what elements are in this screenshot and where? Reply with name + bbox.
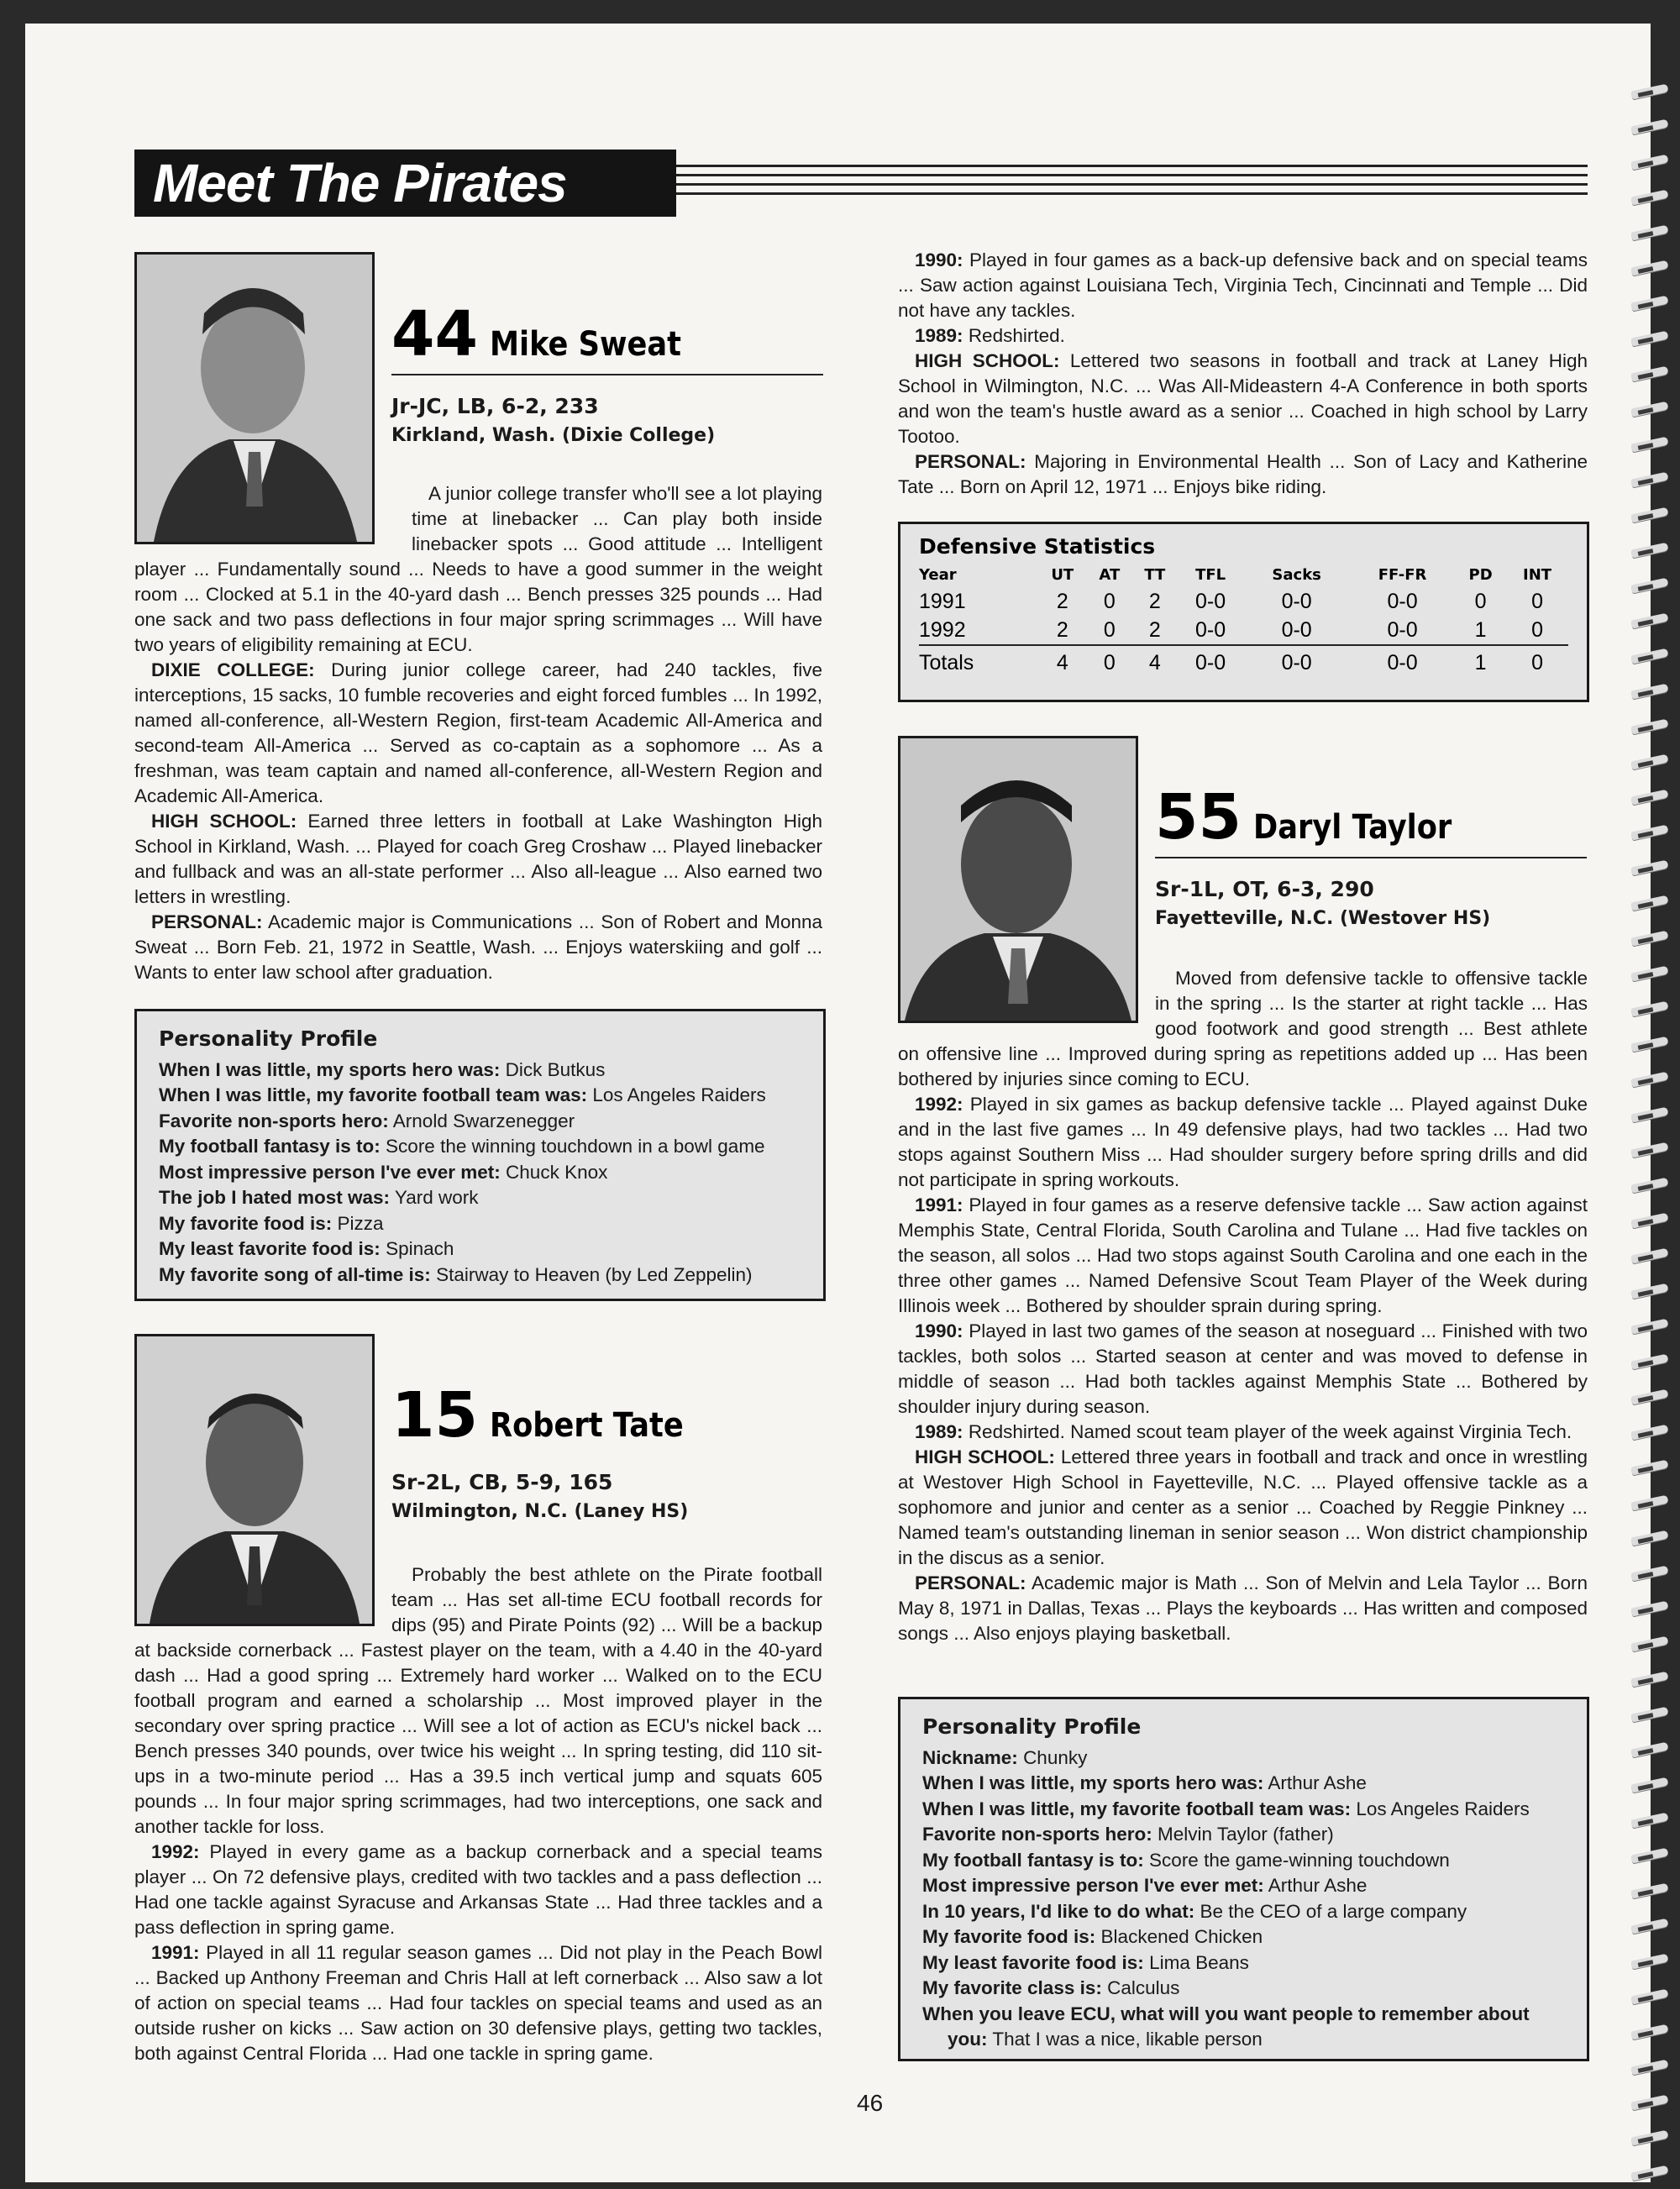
binding-ring [1631, 1213, 1680, 1228]
stats-header: PD [1468, 565, 1493, 584]
binding-ring [1631, 402, 1680, 417]
player-header-tate [391, 1379, 823, 1522]
stats-cell: 0-0 [1195, 617, 1226, 642]
binding-ring [1631, 84, 1680, 99]
binding-ring [1631, 1037, 1680, 1052]
binding-ring [1631, 1919, 1680, 1934]
binding-ring [1631, 507, 1680, 522]
player-hometown-line: Wilmington, N.C. (Laney HS) [391, 1501, 689, 1522]
binding-ring [1631, 613, 1680, 628]
binding-ring [1631, 895, 1680, 911]
binding-ring [1631, 2165, 1680, 2181]
binding-ring [1631, 1283, 1680, 1299]
profile-title: Personality Profile [159, 1026, 378, 1051]
binding-ring [1631, 1495, 1680, 1510]
stats-cell: 0-0 [1178, 645, 1243, 680]
section-text: Academic major is Communications ... Son of Robert and Monna Sweat ... Born Feb. 21, 1972 in Seattle, Wash. ... Enjoys waterskiing and golf ... Wants to enter law school after graduation. [134, 911, 823, 983]
binding-ring [1631, 1530, 1680, 1546]
bio-intro-lines-tate [391, 1562, 822, 1638]
stats-cell: 4 [1132, 645, 1178, 680]
section-label: 1991: [151, 1942, 200, 1963]
profile-item: Favorite non-sports hero: Arnold Swarzenegger [159, 1110, 575, 1131]
player-photo-sweat [134, 252, 375, 544]
section-text: Played in all 11 regular season games ... Did not play in the Peach Bowl ... Backed up Anthony Freeman and Chris Hall at left cornerback ... Also saw a lot of action on special teams ... Had four tackles on special teams and used as an outside rusher on kicks ... Saw action on 30 defensive plays, getting two tackles, both against Central Florida ... Had one tackle in spring game. [134, 1942, 822, 2064]
profile-item: Nickname: Chunky [922, 1746, 1088, 1768]
profile-item: When I was little, my sports hero was: Arthur Ashe [922, 1772, 1367, 1793]
stats-cell: 2 [1148, 617, 1161, 642]
section-label: PERSONAL: [915, 1572, 1026, 1593]
bio-intro-lines-taylor [1155, 966, 1588, 1042]
section-text: Played in four games as a back-up defensive back and on special teams ... Saw action against Louisiana Tech, Virginia Tech, Cincinnati and Temple ... Did not have any tackles. [898, 249, 1588, 321]
profile-item: My football fantasy is to: Score the game-winning touchdown [922, 1849, 1450, 1871]
section-label: 1991: [915, 1194, 963, 1215]
portrait-icon [137, 1336, 372, 1624]
stats-header: UT [1051, 565, 1074, 584]
stats-cell: 0 [1531, 617, 1543, 642]
section-label: PERSONAL: [151, 911, 263, 932]
stats-cell: 2 [1056, 589, 1068, 613]
binding-ring [1631, 1566, 1680, 1581]
section-text: Lettered two seasons in football and track at Laney High School in Wilmington, N.C. ... Was All-Mideastern 4-A Conference in both sports and won the team's hustle award as a senior ... Coached in high school by Larry Tootoo. [898, 350, 1588, 447]
binding-ring [1631, 472, 1680, 487]
stats-cell: Totals [919, 645, 1038, 680]
binding-ring [1631, 1989, 1680, 2004]
section-text: Redshirted. [968, 325, 1065, 346]
stats-header: Year [919, 565, 957, 584]
bio-paragraph: on offensive line ... Improved during spring as repetitions added up ... Has been bothered by injuries since coming to ECU. [898, 1043, 1588, 1089]
binding-ring [1631, 1178, 1680, 1193]
section-label: HIGH SCHOOL: [915, 350, 1060, 371]
binding-ring [1631, 437, 1680, 452]
bio-sweat [134, 557, 822, 985]
stats-cell: 0-0 [1350, 645, 1455, 680]
binding-ring [1631, 719, 1680, 734]
profile-item: My least favorite food is: Lima Beans [922, 1951, 1249, 1973]
stats-cell: 0 [1103, 589, 1116, 613]
binding-ring [1631, 1107, 1680, 1122]
binding-ring [1631, 1319, 1680, 1334]
section-text: Majoring in Environmental Health ... Son of Lacy and Katherine Tate ... Born on April 12, 1971 ... Enjoys bike riding. [898, 451, 1588, 497]
profile-item: My favorite food is: Pizza [159, 1212, 384, 1234]
section-text: During junior college career, had 240 tackles, five interceptions, 15 sacks, 10 fumble recoveries and eight forced fumbles ... In 1992, named all-conference, all-Western Region, first-team Academic All-America and second-team All-America ... Served as co-captain as a sophomore ... As a freshman, was team captain and named all-conference, all-Western Region and Academic All-America. [134, 659, 822, 806]
table-row [919, 587, 1568, 616]
binding-ring [1631, 1813, 1680, 1828]
binding-ring [1631, 1707, 1680, 1722]
stats-cell: 0-0 [1195, 589, 1226, 613]
defensive-statistics-table [898, 522, 1589, 702]
binding-ring [1631, 1883, 1680, 1898]
binding-ring [1631, 225, 1680, 240]
section-text: Played in every game as a backup cornerback and a special teams player ... On 72 defensive plays, credited with two tackles and a pass deflection ... Had one tackle against Syracuse and Arkansas State ... Had three tackles and a pass deflection in spring game. [134, 1841, 822, 1938]
binding-ring [1631, 1248, 1680, 1263]
profile-item: Most impressive person I've ever met: Arthur Ashe [922, 1875, 1368, 1896]
player-name: Daryl Taylor [1252, 808, 1452, 847]
profile-item: When I was little, my favorite football team was: Los Angeles Raiders [922, 1798, 1530, 1819]
binding-ring [1631, 1142, 1680, 1157]
stats-cell: 2 [1148, 589, 1161, 613]
section-label: 1992: [915, 1094, 963, 1115]
binding-ring [1631, 1460, 1680, 1475]
profile-item: My favorite class is: Calculus [922, 1977, 1180, 1998]
binding-ring [1631, 966, 1680, 981]
player-photo-taylor [898, 736, 1138, 1023]
binding-ring [1631, 2130, 1680, 2145]
stats-cell: 1 [1455, 645, 1506, 680]
section-text: Played in six games as backup defensive tackle ... Played against Duke and in the last five games ... In 49 defensive plays, had two tackles ... Had two stops against Southern Miss ... Had shoulder surgery before spring drills and did not participate in spring workouts. [898, 1094, 1588, 1190]
profile-title: Personality Profile [922, 1714, 1142, 1739]
stats-cell: 1991 [919, 589, 966, 613]
personality-profile-sweat [134, 1009, 826, 1301]
binding-ring [1631, 2060, 1680, 2075]
bio-tate [134, 1638, 822, 2066]
bio-intro-lines-sweat [412, 481, 822, 557]
section-label: HIGH SCHOOL: [915, 1446, 1055, 1467]
binding-ring [1631, 1742, 1680, 1757]
name-divider [391, 374, 823, 375]
player-position-line: Jr-JC, LB, 6-2, 233 [391, 394, 599, 418]
stats-cell: 0 [1506, 645, 1568, 680]
binding-ring [1631, 1777, 1680, 1793]
player-position-line: Sr-1L, OT, 6-3, 290 [1155, 877, 1374, 901]
section-text: Played in four games as a reserve defensive tackle ... Saw action against Memphis State, Central Florida, South Carolina and Tulane ... Had five tackles on the season, all solos ... Had two stops against South Carolina and one each in the three other games ... Named Defensive Scout Team Player of the Week during Illinois week ... Bothered by shoulder sprain during spring. [898, 1194, 1588, 1316]
profile-item: My football fantasy is to: Score the winning touchdown in a bowl game [159, 1136, 765, 1157]
binding-ring [1631, 1425, 1680, 1440]
section-text: Lettered three years in football and track and once in wrestling at Westover High School in Fayetteville, N.C. ... Played offensive tackle as a sophomore and junior and center as a senior ... Coached by Reggie Pinkney ... Named team's outstanding lineman in senior season ... Won district championship in the discus as a senior. [898, 1446, 1588, 1568]
binding-ring [1631, 1848, 1680, 1863]
binding-ring [1631, 543, 1680, 558]
table-row [919, 616, 1568, 645]
personality-profile-taylor [898, 1697, 1589, 2061]
bio-paragraph: player ... Fundamentally sound ... Needs to have a good summer in the weight room ... Clocked at 5.1 in the 40-yard dash ... Bench presses 325 pounds ... Had one sack and two pass deflections in four major spring scrimmages ... Will have two years of eligibility remaining at ECU. [134, 559, 822, 655]
binding-ring [1631, 1954, 1680, 1969]
bio-line: Moved from defensive tackle to offensive tackle [1175, 968, 1588, 989]
binding-ring [1631, 931, 1680, 946]
stats-header: Sacks [1272, 565, 1321, 584]
bio-line: time at linebacker ... Can play both inside [412, 508, 822, 529]
player-name: Robert Tate [489, 1406, 684, 1445]
binding-ring [1631, 648, 1680, 664]
player-hometown-line: Kirkland, Wash. (Dixie College) [391, 425, 716, 446]
stats-cell: 0-0 [1281, 589, 1312, 613]
binding-ring [1631, 2095, 1680, 2110]
section-label: HIGH SCHOOL: [151, 811, 297, 832]
stats-header: TFL [1195, 565, 1226, 584]
section-label: DIXIE COLLEGE: [151, 659, 315, 680]
section-label: 1990: [915, 1320, 963, 1341]
header-rules [676, 165, 1588, 202]
binding-ring [1631, 2024, 1680, 2039]
bio-line: good footwork and good strength ... Best athlete [1155, 1018, 1588, 1039]
section-label: 1990: [915, 249, 963, 270]
player-header-sweat [391, 298, 823, 446]
page-number: 46 [857, 2090, 884, 2116]
profile-item: My least favorite food is: Spinach [159, 1238, 454, 1259]
stats-title: Defensive Statistics [919, 534, 1156, 559]
player-name: Mike Sweat [489, 325, 682, 364]
stats-header: FF-FR [1378, 565, 1427, 584]
stats-cell: 1 [1474, 617, 1487, 642]
binding-ring [1631, 296, 1680, 311]
profile-item: The job I hated most was: Yard work [159, 1187, 479, 1208]
totals-row [919, 645, 1568, 680]
bio-line: Probably the best athlete on the Pirate football [412, 1564, 822, 1585]
stats-cell: 0-0 [1387, 617, 1418, 642]
bio-line: team ... Has set all-time ECU football records for [391, 1589, 822, 1610]
profile-item: When you leave ECU, what will you want people to remember about you: That I was a nice, likable person [922, 2003, 1530, 2050]
stats-header: INT [1523, 565, 1552, 584]
stats-cell: 0 [1531, 589, 1543, 613]
binding-ring [1631, 790, 1680, 805]
binding-ring [1631, 1001, 1680, 1016]
section-text: Academic major is Math ... Son of Melvin and Lela Taylor ... Born May 8, 1971 in Dallas, Texas ... Plays the keyboards ... Has written and composed songs ... Also enjoys playing basketball. [898, 1572, 1588, 1644]
binding-ring [1631, 155, 1680, 170]
stats-cell: 0 [1087, 645, 1132, 680]
binding-ring [1631, 1601, 1680, 1616]
stats-cell: 0-0 [1387, 589, 1418, 613]
binding-ring [1631, 684, 1680, 699]
player-header-taylor [1155, 781, 1587, 929]
section-text: Earned three letters in football at Lake Washington High School in Kirkland, Wash. ... Played for coach Greg Croshaw ... Played linebacker and fullback and was an all-state performer ... Also all-league ... Also earned two letters in wrestling. [134, 811, 822, 907]
player-position-line: Sr-2L, CB, 5-9, 165 [391, 1470, 613, 1494]
name-divider [1155, 857, 1587, 858]
player-photo-tate [134, 1334, 375, 1626]
binding-ring [1631, 578, 1680, 593]
binding-ring [1631, 119, 1680, 134]
binding-ring [1631, 860, 1680, 875]
stats-cell: 1992 [919, 617, 966, 642]
portrait-icon [900, 738, 1136, 1021]
binding-ring [1631, 190, 1680, 205]
profile-item: When I was little, my sports hero was: Dick Butkus [159, 1058, 606, 1080]
binding-ring [1631, 825, 1680, 840]
section-label: 1989: [915, 1421, 963, 1442]
binding-ring [1631, 366, 1680, 381]
portrait-icon [137, 255, 372, 542]
stats-header-row [919, 562, 1568, 587]
stats-header: AT [1099, 565, 1121, 584]
jersey-number: 44 [391, 298, 478, 370]
bio-taylor [898, 1042, 1588, 1646]
profile-item: When I was little, my favorite football team was: Los Angeles Raiders [159, 1084, 766, 1105]
bio-paragraph: at backside cornerback ... Fastest player on the team, with a 4.40 in the 40-yard dash ... Had a good spring ... Extremely hard worker ... Walked on to the ECU football program and earned a scholarship ... Most improved player in the secondary over spring practice ... Will see a lot of action as ECU's nickel back ... Bench presses 340 pounds, over twice his weight ... In spring testing, did 110 sit-ups in a two-minute period ... Has a 39.5 inch vertical jump and squats 605 pounds ... In four major spring scrimmages, had two interceptions, one sack and another tackle for loss. [134, 1640, 822, 1837]
stats-cell: 0-0 [1243, 645, 1350, 680]
binding-ring [1631, 1636, 1680, 1651]
bio-line: A junior college transfer who'll see a lot playing [428, 483, 822, 504]
profile-item: Most impressive person I've ever met: Chuck Knox [159, 1161, 608, 1183]
jersey-number: 55 [1155, 781, 1242, 853]
stats-header: TT [1144, 565, 1166, 584]
binding-ring [1631, 1072, 1680, 1087]
section-text: Redshirted. Named scout team player of the week against Virginia Tech. [968, 1421, 1572, 1442]
profile-item: My favorite song of all-time is: Stairway to Heaven (by Led Zeppelin) [159, 1263, 753, 1285]
section-label: 1989: [915, 325, 963, 346]
profile-item: My favorite food is: Blackened Chicken [922, 1926, 1263, 1947]
stats-cell: 0-0 [1281, 617, 1312, 642]
stats-cell: 2 [1056, 617, 1068, 642]
binding-ring [1631, 331, 1680, 346]
binding-ring [1631, 754, 1680, 769]
stats-cell: 4 [1038, 645, 1087, 680]
section-label: 1992: [151, 1841, 200, 1862]
bio-line: in the spring ... Is the starter at right tackle ... Has [1155, 993, 1588, 1014]
binding-ring [1631, 1672, 1680, 1687]
page-title: Meet The Pirates [134, 150, 676, 217]
player-hometown-line: Fayetteville, N.C. (Westover HS) [1155, 908, 1491, 929]
binding-ring [1631, 260, 1680, 276]
binding-ring [1631, 1389, 1680, 1404]
section-label: PERSONAL: [915, 451, 1026, 472]
stats-cell: 0 [1474, 589, 1487, 613]
stats-cell: 0 [1103, 617, 1116, 642]
jersey-number: 15 [391, 1379, 478, 1451]
binding-ring [1631, 1354, 1680, 1369]
profile-item: Favorite non-sports hero: Melvin Taylor (father) [922, 1824, 1334, 1845]
bio-line: dips (95) and Pirate Points (92) ... Will be a backup [391, 1614, 822, 1635]
bio-line: linebacker spots ... Good attitude ... Intelligent [412, 533, 822, 554]
bio-tate-continued [898, 248, 1588, 500]
profile-item: In 10 years, I'd like to do what: Be the CEO of a large company [922, 1900, 1467, 1922]
section-text: Played in last two games of the season at noseguard ... Finished with two tackles, both solos ... Started season at center and was moved to defense in middle of season ... Had both tackles against Memphis State ... Bothered by shoulder injury during season. [898, 1320, 1588, 1417]
